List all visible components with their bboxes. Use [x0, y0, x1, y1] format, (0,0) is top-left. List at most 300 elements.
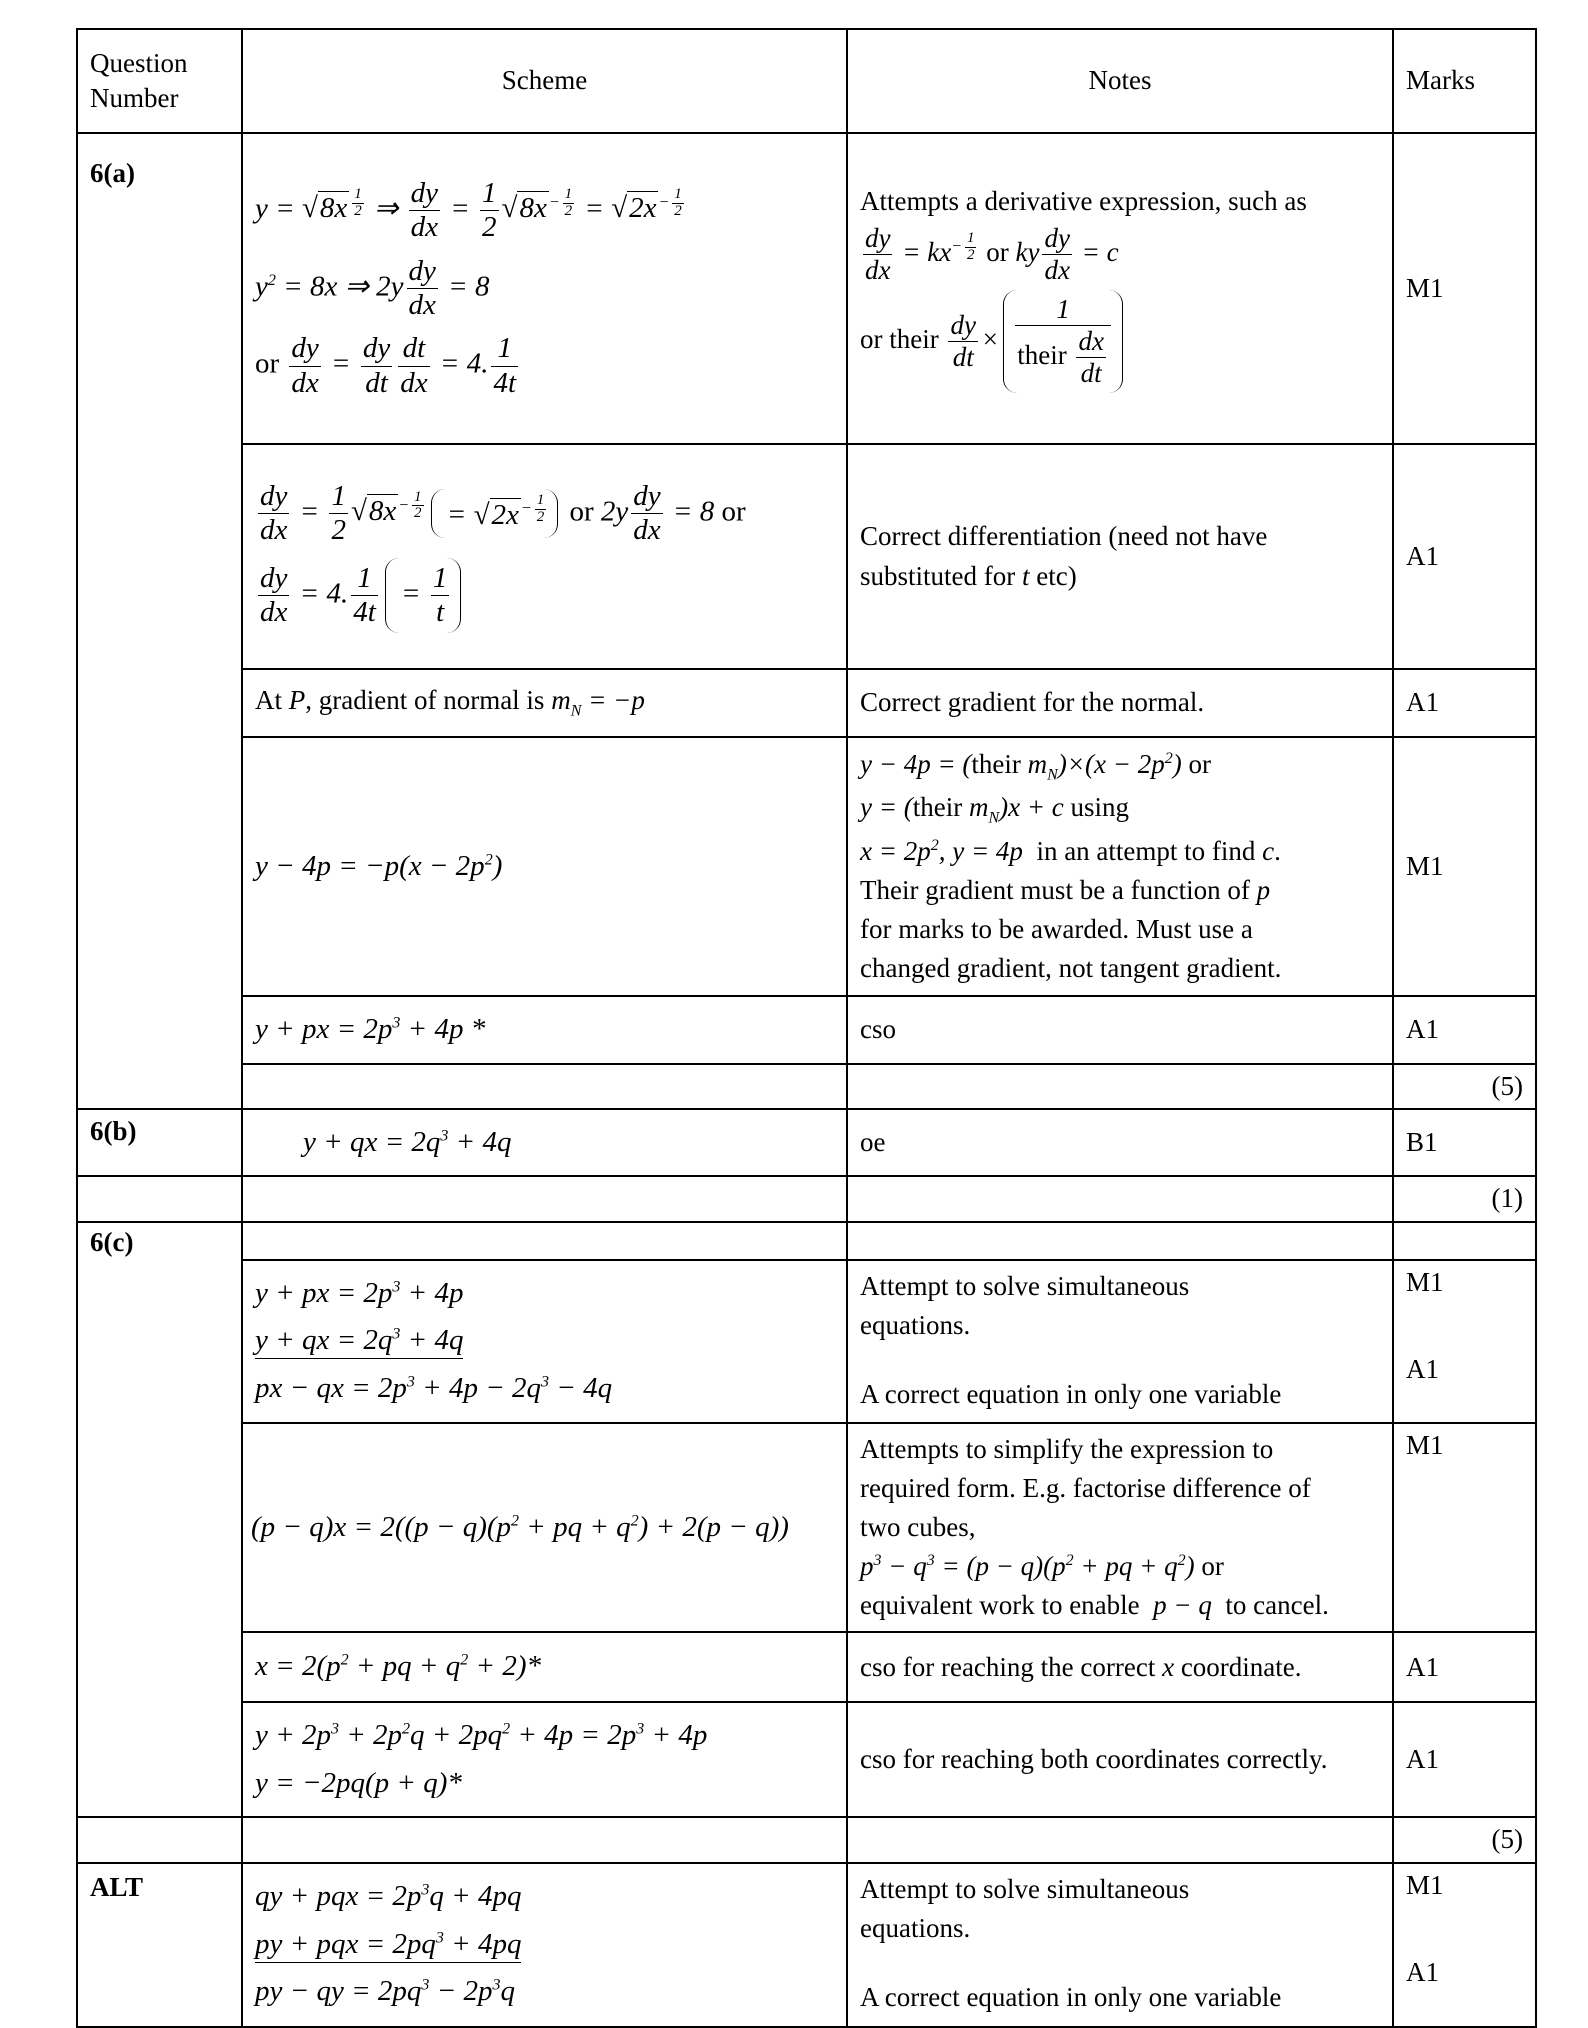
scheme-cell — [242, 996, 847, 1064]
scheme-cell — [242, 1109, 847, 1177]
math-expression: + 2)* — [468, 1650, 541, 1683]
subtotal-row — [77, 1064, 1536, 1109]
math-expression: 2x — [491, 498, 519, 531]
math-expression: = (p − q)(p — [934, 1550, 1066, 1581]
math-expression: 1 — [966, 229, 975, 246]
superscript — [407, 1373, 415, 1390]
math-expression: 1 — [497, 332, 512, 365]
numerator — [672, 187, 684, 204]
math-line — [255, 1322, 834, 1360]
superscript — [331, 1720, 339, 1737]
math-expression: q + 4pq — [429, 1880, 522, 1913]
math-expression: dx — [1078, 326, 1104, 357]
text-run: substituted for — [860, 560, 1022, 591]
empty-cell — [242, 1064, 847, 1109]
math-expression: P — [288, 685, 306, 716]
text-run: cso — [860, 1014, 896, 1045]
math-expression: y + px = 2p — [255, 1276, 393, 1309]
subtotal-marks: (5) — [1393, 1064, 1536, 1109]
math-expression: − — [951, 237, 962, 255]
math-expression: y + px = 2p — [255, 1013, 393, 1045]
math-variable: N — [570, 702, 582, 720]
math-line — [255, 1973, 834, 2011]
text-run: their — [912, 792, 969, 823]
math-expression: 2 — [564, 202, 573, 219]
math-expression: 3 — [421, 1881, 430, 1899]
fraction — [863, 223, 892, 286]
math-expression: dt — [1080, 358, 1102, 389]
text-line — [860, 1588, 1380, 1623]
text-line — [860, 834, 1380, 869]
notes-top — [860, 1872, 1380, 1946]
math-expression: + 4p = 2p — [510, 1719, 637, 1752]
denominator — [1042, 255, 1071, 286]
numerator — [352, 187, 364, 204]
superscript — [927, 1552, 935, 1569]
numerator — [258, 562, 289, 596]
mark-a1: A1 — [1406, 1956, 1439, 1987]
superscript — [1165, 750, 1173, 767]
math-expression: ky — [1015, 236, 1040, 267]
text-line — [860, 1911, 1380, 1946]
text-line — [860, 1377, 1380, 1412]
marks-cell: M1 — [1393, 1423, 1536, 1632]
math-expression: t — [1022, 560, 1030, 591]
math-expression: dx — [400, 366, 428, 399]
math-expression: y − 4p = ( — [860, 749, 972, 780]
math-expression: 4t — [353, 595, 376, 628]
marks-cell: A1 — [1393, 996, 1536, 1064]
notes-cell — [847, 1260, 1393, 1423]
math-expression: + 4p − 2q — [414, 1371, 542, 1404]
math-expression: dy — [291, 332, 319, 365]
subtotal-row — [77, 1176, 1536, 1221]
math-expression: 1 — [1056, 294, 1070, 325]
text-line — [860, 1872, 1380, 1907]
notes-top — [860, 1269, 1380, 1343]
question-label-alt: ALT — [77, 1863, 242, 2027]
empty-cell — [242, 1222, 847, 1260]
numerator — [1042, 223, 1071, 255]
text-run: A correct equation in only one variable — [860, 1981, 1282, 2012]
math-expression: x = 2(p — [255, 1650, 341, 1683]
math-expression: y = −2pq(p + q)* — [255, 1766, 462, 1799]
text-line — [860, 223, 1380, 286]
math-expression: = 4. — [432, 347, 489, 380]
radicand — [517, 191, 548, 224]
math-expression: t — [436, 595, 445, 628]
fraction — [672, 187, 684, 220]
text-run: oe — [860, 1127, 886, 1158]
math-expression: 3 — [392, 1277, 401, 1295]
superscript — [951, 229, 979, 263]
text-run: Attempt to solve simultaneous — [860, 1270, 1190, 1301]
math-expression: 2y — [600, 495, 629, 528]
marks-cell: B1 — [1393, 1109, 1536, 1177]
fraction — [535, 493, 547, 526]
superscript — [541, 1373, 549, 1390]
table-row — [77, 669, 1536, 737]
table-row — [77, 1632, 1536, 1702]
square-root — [351, 493, 398, 531]
math-expression: 2 — [1177, 1551, 1186, 1569]
radical-sign-icon: √ — [350, 495, 367, 528]
denominator — [412, 506, 424, 522]
math-variable: N — [988, 809, 1000, 827]
math-expression: y = ( — [860, 792, 913, 823]
math-expression: = kx — [895, 236, 952, 267]
math-expression: 2 — [414, 505, 422, 522]
math-line — [255, 255, 834, 323]
denominator — [329, 514, 348, 547]
math-expression: dt — [402, 332, 426, 365]
math-expression: py − qy = 2pq — [255, 1975, 422, 2008]
math-expression: 3 — [435, 1929, 444, 1947]
math-expression: 1 — [482, 176, 497, 209]
marks-cell: A1 — [1393, 444, 1536, 669]
math-expression: dx — [410, 211, 438, 244]
text-line — [860, 1510, 1380, 1545]
math-expression: dt — [365, 366, 388, 399]
math-expression: 3 — [392, 1014, 401, 1032]
math-expression: − q — [881, 1550, 927, 1581]
math-expression: dy — [260, 561, 288, 594]
table-row — [77, 133, 1536, 444]
denominator — [431, 596, 450, 629]
notes-cell — [847, 996, 1393, 1064]
math-expression: × — [980, 323, 1000, 354]
text-line — [860, 790, 1380, 829]
text-line — [860, 519, 1380, 554]
math-expression: ) — [492, 849, 503, 882]
math-expression: + 4q — [448, 1125, 512, 1158]
denominator — [361, 367, 392, 400]
text-run: their — [971, 749, 1028, 780]
empty-cell — [847, 1176, 1393, 1221]
math-expression: + pq + q — [348, 1650, 461, 1683]
numerator — [407, 255, 438, 289]
text-line — [860, 1269, 1380, 1304]
math-expression: = — [292, 495, 327, 528]
math-line — [255, 1926, 834, 1964]
marks-cell — [1393, 1260, 1536, 1423]
math-expression: 2 — [511, 1511, 520, 1529]
text-run: or — [1188, 749, 1211, 780]
math-expression: 2 — [460, 1651, 469, 1669]
denominator — [1015, 326, 1111, 389]
math-expression: m — [551, 685, 571, 716]
text-line — [860, 912, 1380, 947]
superscript — [1066, 1552, 1074, 1569]
superscript — [349, 185, 367, 219]
math-expression: ) — [1185, 1550, 1202, 1581]
math-expression: 2x — [629, 192, 657, 225]
math-line — [255, 480, 834, 548]
math-expression: y + qx = 2q — [255, 1324, 393, 1357]
text-run: Attempts to simplify the expression to — [860, 1433, 1274, 1464]
math-expression: + 2p — [338, 1719, 403, 1752]
text-line — [860, 559, 1380, 594]
subscript — [1047, 767, 1058, 784]
text-run: equations. — [860, 1309, 971, 1340]
text-run: At — [255, 685, 289, 716]
fraction — [351, 562, 378, 630]
math-line — [255, 848, 834, 886]
marks-cell: A1 — [1393, 1632, 1536, 1702]
table-row — [77, 1109, 1536, 1177]
square-root — [474, 497, 521, 535]
fraction — [431, 562, 450, 630]
notes-bottom — [860, 1377, 1380, 1412]
denominator — [863, 255, 892, 286]
math-expression: x = 2p — [860, 835, 931, 866]
math-expression: dy — [1044, 222, 1070, 253]
empty-cell — [847, 1817, 1393, 1862]
math-line — [251, 1509, 834, 1547]
text-line — [860, 1549, 1380, 1584]
math-expression: p − q — [1146, 1590, 1219, 1620]
text-run: equations. — [860, 1912, 971, 1943]
math-expression: dx — [291, 366, 319, 399]
math-expression: 3 — [492, 1976, 501, 1994]
fraction — [258, 480, 289, 548]
text-run: or — [255, 347, 287, 380]
square-root — [502, 190, 549, 228]
numerator — [258, 480, 289, 514]
denominator — [407, 289, 438, 322]
text-run: or — [979, 236, 1016, 267]
subtotal-row — [77, 1817, 1536, 1862]
numerator — [351, 562, 378, 596]
math-expression: 3 — [421, 1976, 430, 1994]
numerator — [361, 332, 392, 366]
text-run: two cubes, — [860, 1511, 976, 1542]
math-expression: dx — [865, 254, 891, 285]
fraction — [352, 187, 364, 220]
superscript — [520, 492, 549, 525]
radical-sign-icon: √ — [611, 192, 628, 225]
math-expression: − — [520, 499, 532, 517]
math-expression: dy — [633, 479, 661, 512]
math-expression: − — [658, 193, 670, 211]
superscript — [1178, 1552, 1186, 1569]
fraction — [258, 562, 289, 630]
math-line — [255, 1878, 834, 1916]
text-line — [860, 1125, 1380, 1160]
text-run: etc) — [1029, 560, 1077, 591]
superscript — [341, 1652, 349, 1669]
math-expression: dx — [260, 514, 288, 547]
text-line — [860, 1742, 1380, 1777]
notes-bottom — [860, 1980, 1380, 2015]
notes-cell — [847, 737, 1393, 996]
scheme-cell — [242, 133, 847, 444]
fraction — [1015, 294, 1111, 389]
math-expression: py + pqx = 2pq — [255, 1927, 436, 1960]
empty-cell — [847, 1064, 1393, 1109]
fraction — [1076, 326, 1105, 389]
question-label-6b: 6(b) — [77, 1109, 242, 1177]
math-variable: N — [1047, 766, 1058, 784]
math-expression: (p − q)x = 2((p − q)(p — [251, 1510, 512, 1543]
notes-cell — [847, 1702, 1393, 1817]
superscript — [268, 272, 276, 289]
math-expression: 2 — [930, 836, 939, 854]
fraction — [361, 332, 392, 400]
text-run: Their gradient must be a function of — [860, 874, 1257, 905]
math-expression: + 4p * — [400, 1013, 486, 1045]
text-run: using — [1070, 792, 1130, 823]
question-label-6a: 6(a) — [77, 133, 242, 1109]
math-expression: 1 — [536, 492, 545, 509]
denominator — [535, 510, 547, 526]
scheme-cell — [242, 444, 847, 669]
header-scheme: Scheme — [242, 29, 847, 133]
math-expression: 2 — [267, 271, 276, 289]
scheme-cell — [242, 1863, 847, 2027]
superscript — [631, 1512, 639, 1529]
marks-cell: M1 — [1393, 737, 1536, 996]
text-run: required form. E.g. factorise difference of — [860, 1472, 1311, 1503]
bracket-group — [431, 489, 559, 538]
math-expression: = 8 — [665, 495, 722, 528]
mark-scheme-table — [76, 28, 1537, 2028]
denominator — [672, 204, 684, 220]
notes-cell — [847, 133, 1393, 444]
denominator — [409, 211, 440, 244]
numerator — [965, 231, 977, 248]
math-expression: 3 — [330, 1720, 339, 1738]
math-expression: = — [577, 192, 612, 225]
text-run: Attempts a derivative expression, such as — [860, 185, 1307, 216]
text-line — [860, 747, 1380, 786]
math-expression: 1 — [331, 479, 346, 512]
math-expression: )×(x − 2p — [1057, 749, 1165, 780]
math-expression: 3 — [440, 1127, 449, 1145]
math-expression: + pq + q — [1073, 1550, 1178, 1581]
math-expression: p — [860, 1550, 874, 1581]
text-run: cso for reaching the correct — [860, 1651, 1163, 1682]
numerator — [1015, 294, 1111, 326]
numerator — [431, 562, 450, 596]
math-expression: p — [1256, 874, 1271, 905]
numerator — [535, 493, 547, 510]
square-root — [302, 190, 349, 228]
math-expression: + 4q — [400, 1324, 464, 1357]
math-expression: + 4p — [644, 1719, 708, 1752]
math-expression: )x + c — [999, 792, 1071, 823]
superscript — [436, 1929, 444, 1946]
math-expression: 4t — [493, 366, 517, 399]
text-line — [860, 1012, 1380, 1047]
header-marks: Marks — [1393, 29, 1536, 133]
text-run: their — [1017, 339, 1074, 370]
math-expression: + pq + q — [519, 1510, 631, 1543]
empty-cell — [77, 1817, 242, 1862]
scheme-cell — [242, 669, 847, 737]
superscript — [658, 185, 686, 219]
fraction — [631, 480, 662, 548]
math-expression: 1 — [674, 185, 682, 202]
numerator — [289, 332, 320, 366]
denominator — [480, 211, 499, 244]
bracket-group — [1003, 290, 1123, 393]
empty-cell — [77, 1176, 242, 1221]
math-expression: 2 — [340, 1651, 349, 1669]
math-line — [255, 332, 834, 400]
table-row — [77, 1423, 1536, 1632]
radicand — [490, 498, 521, 531]
fraction — [289, 332, 320, 400]
denominator — [1076, 358, 1105, 389]
math-line — [255, 1275, 834, 1313]
denominator — [491, 367, 518, 400]
empty-cell — [1393, 1222, 1536, 1260]
math-line — [255, 1717, 834, 1755]
table-row — [77, 444, 1536, 669]
text-run: for marks to be awarded. Must use a — [860, 913, 1253, 944]
math-expression: 8x — [368, 495, 397, 528]
math-expression: = — [323, 347, 358, 380]
notes-cell — [847, 1632, 1393, 1702]
math-expression: dx — [260, 595, 288, 628]
radical-sign-icon: √ — [301, 192, 318, 225]
text-line — [860, 184, 1380, 219]
text-line — [860, 951, 1380, 986]
denominator — [258, 514, 289, 547]
math-expression: − — [398, 496, 410, 514]
text-run: or — [1201, 1550, 1224, 1581]
math-expression: − — [548, 193, 560, 211]
text-run: . — [1274, 835, 1281, 866]
math-expression: 3 — [406, 1373, 415, 1391]
fraction — [398, 332, 429, 400]
subtotal-marks: (5) — [1393, 1817, 1536, 1862]
math-expression: y = — [255, 192, 302, 225]
underlined-expression — [255, 1324, 463, 1359]
radical-sign-icon: √ — [501, 192, 518, 225]
math-expression: 3 — [392, 1325, 401, 1343]
text-run: Correct differentiation (need not have — [860, 521, 1268, 552]
numerator — [480, 177, 499, 211]
math-expression: 2 — [674, 202, 682, 219]
math-expression: = c — [1074, 236, 1119, 267]
notes-cell — [847, 669, 1393, 737]
math-expression: + 4pq — [443, 1927, 522, 1960]
math-expression: 2 — [331, 514, 346, 547]
superscript — [402, 1720, 410, 1737]
math-expression: + 4p — [400, 1276, 464, 1309]
math-expression: 2 — [484, 851, 493, 868]
math-expression: y + qx = 2q — [303, 1125, 441, 1158]
fraction — [563, 187, 575, 220]
table-row — [77, 1702, 1536, 1817]
superscript — [502, 1720, 510, 1737]
underlined-expression — [255, 1928, 521, 1963]
text-run: or — [562, 495, 601, 528]
denominator — [563, 204, 575, 220]
denominator — [948, 342, 977, 373]
subscript — [571, 703, 582, 720]
table-row — [77, 1863, 1536, 2027]
math-expression: dy — [865, 222, 891, 253]
math-expression: = — [439, 498, 474, 531]
math-expression: x — [1162, 1651, 1175, 1682]
math-expression: 2 — [502, 1720, 511, 1738]
math-expression: qy + pqx = 2p — [255, 1880, 422, 1913]
marks-cell: A1 — [1393, 669, 1536, 737]
math-expression: ) + 2(p − q)) — [638, 1510, 789, 1543]
